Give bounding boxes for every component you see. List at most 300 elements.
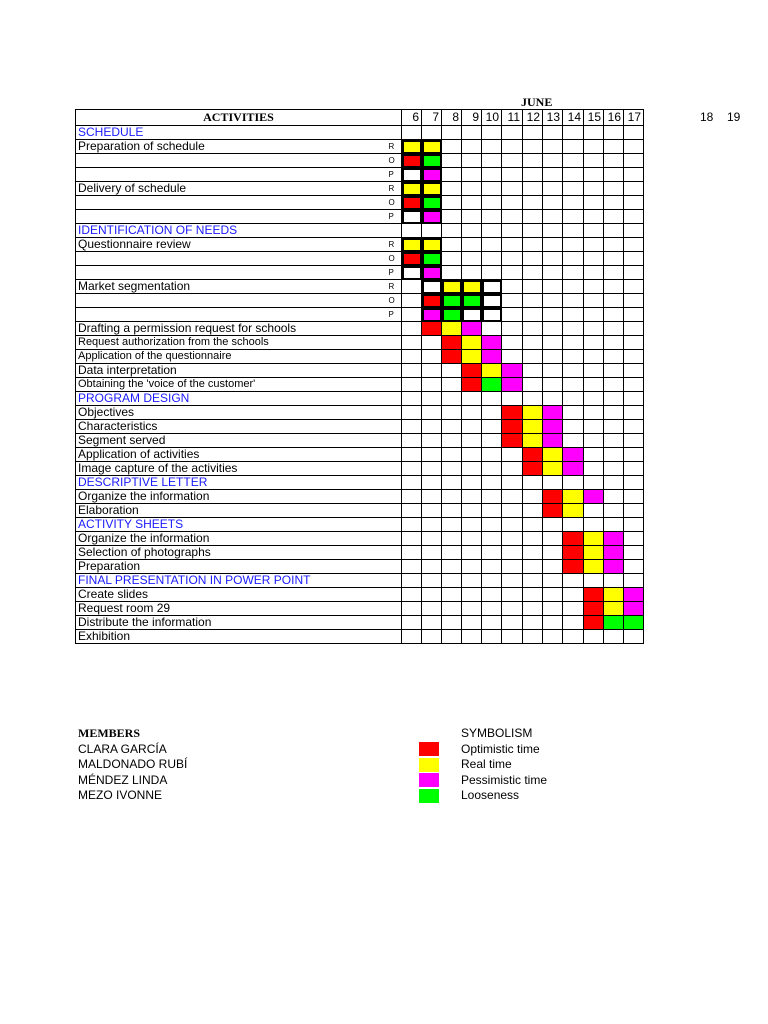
day-cell <box>442 196 462 210</box>
day-cell <box>502 630 523 644</box>
members-section <box>78 726 187 804</box>
activity-label: Organize the information <box>76 532 385 546</box>
day-cell <box>442 252 462 266</box>
day-cell <box>462 448 482 462</box>
day-cell <box>624 140 644 154</box>
rop-marker <box>385 588 402 602</box>
day-cell <box>604 490 624 504</box>
rop-marker: O <box>385 154 402 168</box>
day-cell <box>422 406 442 420</box>
task-row <box>76 504 685 518</box>
day-cell <box>624 196 644 210</box>
day-cell <box>482 196 502 210</box>
day-cell <box>442 280 462 294</box>
day-cell <box>604 154 624 168</box>
day-cell <box>482 616 502 630</box>
day-cell <box>402 546 422 560</box>
section-label: DESCRIPTIVE LETTER <box>76 476 385 490</box>
symbolism-legend <box>419 726 547 804</box>
day-cell <box>584 546 604 560</box>
day-cell <box>624 322 644 336</box>
day-cell <box>543 308 563 322</box>
member-name: MÉNDEZ LINDA <box>78 772 168 787</box>
activity-label: Application of activities <box>76 448 385 462</box>
day-cell <box>584 350 604 364</box>
task-row <box>76 602 685 616</box>
activity-label <box>76 168 385 182</box>
rop-marker <box>385 350 402 364</box>
rop-marker <box>385 378 402 392</box>
day-cell <box>584 322 604 336</box>
task-row <box>76 294 685 308</box>
day-cell <box>502 252 523 266</box>
day-cell <box>604 308 624 322</box>
day-cell <box>502 462 523 476</box>
day-cell <box>482 350 502 364</box>
day-cell <box>563 574 584 588</box>
rop-marker <box>385 336 402 350</box>
day-cell <box>442 378 462 392</box>
header-row <box>76 110 685 126</box>
day-cell <box>563 252 584 266</box>
section-label: ACTIVITY SHEETS <box>76 518 385 532</box>
day-cell <box>604 532 624 546</box>
day-cell <box>462 490 482 504</box>
day-cell <box>604 630 624 644</box>
day-cell <box>563 168 584 182</box>
day-cell <box>563 532 584 546</box>
gantt-table <box>75 109 685 644</box>
day-cell <box>624 546 644 560</box>
day-cell <box>482 266 502 280</box>
activity-label: Exhibition <box>76 630 385 644</box>
activity-label: Segment served <box>76 434 385 448</box>
day-cell <box>523 126 543 140</box>
day-cell <box>604 126 624 140</box>
day-cell <box>482 574 502 588</box>
member-name: MALDONADO RUBÍ <box>78 757 188 771</box>
day-cell <box>462 266 482 280</box>
day-cell <box>502 574 523 588</box>
day-cell <box>482 490 502 504</box>
day-cell <box>563 224 584 238</box>
day-cell <box>402 224 422 238</box>
day-cell <box>523 336 543 350</box>
day-cell <box>402 350 422 364</box>
day-cell <box>563 350 584 364</box>
day-cell <box>442 238 462 252</box>
day-cell <box>422 140 442 154</box>
activity-label <box>76 266 385 280</box>
day-cell <box>422 560 442 574</box>
day-cell <box>604 196 624 210</box>
day-cell <box>604 406 624 420</box>
rop-marker <box>385 518 402 532</box>
section-label: IDENTIFICATION OF NEEDS <box>76 224 385 238</box>
rop-marker: O <box>385 196 402 210</box>
day-cell <box>563 588 584 602</box>
day-header: 9 <box>462 110 482 126</box>
day-cell <box>563 518 584 532</box>
day-cell <box>482 364 502 378</box>
day-cell <box>543 364 563 378</box>
day-cell <box>442 168 462 182</box>
day-cell <box>402 378 422 392</box>
activity-label: Request authorization from the schools <box>76 336 385 350</box>
day-cell <box>523 462 543 476</box>
activity-label: Create slides <box>76 588 385 602</box>
day-cell <box>482 378 502 392</box>
day-cell <box>604 168 624 182</box>
activity-label <box>76 196 385 210</box>
day-cell <box>402 196 422 210</box>
day-cell <box>502 504 523 518</box>
day-cell <box>442 224 462 238</box>
day-cell <box>604 518 624 532</box>
day-cell <box>402 476 422 490</box>
day-cell <box>624 392 644 406</box>
day-cell <box>563 616 584 630</box>
task-row <box>76 140 685 154</box>
day-cell <box>462 252 482 266</box>
day-cell <box>523 588 543 602</box>
day-header-extra: 19 <box>727 110 741 124</box>
day-cell <box>584 238 604 252</box>
task-row <box>76 322 685 336</box>
activity-label: Application of the questionnaire <box>76 350 385 364</box>
activity-label: Elaboration <box>76 504 385 518</box>
day-cell <box>563 294 584 308</box>
activity-label: Market segmentation <box>76 280 385 294</box>
activity-label: Preparation <box>76 560 385 574</box>
day-cell <box>422 462 442 476</box>
legend-item <box>419 773 547 789</box>
day-cell <box>604 546 624 560</box>
day-cell <box>462 406 482 420</box>
rop-marker <box>385 532 402 546</box>
day-cell <box>624 616 644 630</box>
activity-label <box>76 252 385 266</box>
day-cell <box>422 294 442 308</box>
day-cell <box>624 518 644 532</box>
day-cell <box>523 490 543 504</box>
day-cell <box>402 518 422 532</box>
day-cell <box>604 140 624 154</box>
day-cell <box>422 392 442 406</box>
day-cell <box>482 140 502 154</box>
day-cell <box>422 532 442 546</box>
day-cell <box>584 140 604 154</box>
rop-marker: R <box>385 140 402 154</box>
day-cell <box>482 308 502 322</box>
day-cell <box>442 322 462 336</box>
day-cell <box>462 182 482 196</box>
day-cell <box>462 238 482 252</box>
rop-marker <box>385 224 402 238</box>
day-cell <box>502 560 523 574</box>
day-cell <box>543 126 563 140</box>
day-cell <box>502 392 523 406</box>
day-cell <box>422 448 442 462</box>
day-cell <box>402 616 422 630</box>
activity-label: Characteristics <box>76 420 385 434</box>
day-cell <box>584 336 604 350</box>
day-cell <box>422 308 442 322</box>
task-row <box>76 196 685 210</box>
day-cell <box>543 504 563 518</box>
day-cell <box>523 224 543 238</box>
day-cell <box>624 154 644 168</box>
day-cell <box>543 406 563 420</box>
day-cell <box>502 420 523 434</box>
day-cell <box>523 196 543 210</box>
day-cell <box>543 322 563 336</box>
day-cell <box>482 224 502 238</box>
legend-item <box>419 757 547 773</box>
section-label: FINAL PRESENTATION IN POWER POINT <box>76 574 385 588</box>
rop-marker: P <box>385 210 402 224</box>
day-header: 13 <box>543 110 563 126</box>
day-cell <box>624 420 644 434</box>
day-cell <box>422 280 442 294</box>
day-cell <box>422 574 442 588</box>
month-label: JUNE <box>521 95 553 109</box>
day-cell <box>563 490 584 504</box>
task-row <box>76 406 685 420</box>
day-cell <box>422 224 442 238</box>
day-cell <box>482 252 502 266</box>
day-cell <box>543 434 563 448</box>
day-cell <box>624 350 644 364</box>
task-row <box>76 266 685 280</box>
day-cell <box>402 210 422 224</box>
day-header: 6 <box>402 110 422 126</box>
day-cell <box>523 168 543 182</box>
day-cell <box>402 336 422 350</box>
activity-label: Distribute the information <box>76 616 385 630</box>
day-cell <box>624 266 644 280</box>
day-cell <box>563 630 584 644</box>
day-cell <box>402 364 422 378</box>
day-cell <box>502 168 523 182</box>
day-cell <box>584 210 604 224</box>
activity-label: Delivery of schedule <box>76 182 385 196</box>
day-cell <box>523 280 543 294</box>
legend-label: Pessimistic time <box>461 772 548 787</box>
day-cell <box>563 448 584 462</box>
day-cell <box>543 210 563 224</box>
day-cell <box>422 182 442 196</box>
day-cell <box>584 476 604 490</box>
day-cell <box>422 630 442 644</box>
section-label: SCHEDULE <box>76 126 385 140</box>
task-row <box>76 364 685 378</box>
day-cell <box>462 350 482 364</box>
day-cell <box>502 210 523 224</box>
day-cell <box>604 252 624 266</box>
day-cell <box>422 476 442 490</box>
day-cell <box>543 602 563 616</box>
day-cell <box>584 224 604 238</box>
day-cell <box>604 588 624 602</box>
day-cell <box>442 434 462 448</box>
day-cell <box>624 560 644 574</box>
day-cell <box>563 378 584 392</box>
day-cell <box>462 574 482 588</box>
day-cell <box>604 462 624 476</box>
day-cell <box>482 560 502 574</box>
day-cell <box>442 210 462 224</box>
day-cell <box>402 602 422 616</box>
legend-label: Real time <box>461 757 512 771</box>
day-cell <box>523 504 543 518</box>
day-cell <box>624 532 644 546</box>
activity-label <box>76 308 385 322</box>
day-cell <box>604 322 624 336</box>
day-cell <box>462 616 482 630</box>
day-cell <box>523 448 543 462</box>
day-cell <box>523 210 543 224</box>
task-row <box>76 378 685 392</box>
rop-marker: P <box>385 266 402 280</box>
day-cell <box>402 238 422 252</box>
day-cell <box>624 448 644 462</box>
day-cell <box>462 140 482 154</box>
day-cell <box>462 630 482 644</box>
day-cell <box>584 616 604 630</box>
day-cell <box>604 266 624 280</box>
legend-item <box>419 788 547 804</box>
day-cell <box>563 336 584 350</box>
day-cell <box>502 294 523 308</box>
day-cell <box>502 182 523 196</box>
day-cell <box>624 168 644 182</box>
day-cell <box>523 294 543 308</box>
task-row <box>76 588 685 602</box>
day-cell <box>584 490 604 504</box>
day-cell <box>604 210 624 224</box>
section-row <box>76 574 685 588</box>
day-header: 17 <box>624 110 644 126</box>
day-cell <box>442 308 462 322</box>
day-cell <box>563 546 584 560</box>
day-cell <box>442 518 462 532</box>
day-cell <box>584 392 604 406</box>
day-cell <box>624 280 644 294</box>
rop-marker <box>385 630 402 644</box>
day-cell <box>502 476 523 490</box>
day-cell <box>502 546 523 560</box>
day-cell <box>422 154 442 168</box>
day-cell <box>543 140 563 154</box>
day-cell <box>442 448 462 462</box>
activities-header: ACTIVITIES <box>76 110 402 126</box>
day-cell <box>462 504 482 518</box>
day-cell <box>402 504 422 518</box>
day-cell <box>482 448 502 462</box>
day-cell <box>422 238 442 252</box>
task-row <box>76 168 685 182</box>
day-cell <box>402 406 422 420</box>
day-cell <box>543 350 563 364</box>
day-cell <box>502 616 523 630</box>
day-cell <box>584 532 604 546</box>
day-cell <box>523 630 543 644</box>
day-cell <box>482 434 502 448</box>
rop-marker: R <box>385 280 402 294</box>
day-cell <box>502 308 523 322</box>
day-cell <box>402 294 422 308</box>
activity-label: Drafting a permission request for schools <box>76 322 385 336</box>
day-cell <box>624 126 644 140</box>
day-cell <box>584 364 604 378</box>
day-cell <box>462 308 482 322</box>
day-cell <box>402 308 422 322</box>
day-cell <box>543 168 563 182</box>
day-cell <box>442 560 462 574</box>
task-row <box>76 336 685 350</box>
task-row <box>76 182 685 196</box>
day-cell <box>563 406 584 420</box>
rop-marker <box>385 476 402 490</box>
day-header: 7 <box>422 110 442 126</box>
day-cell <box>422 588 442 602</box>
day-cell <box>482 168 502 182</box>
day-cell <box>402 560 422 574</box>
day-cell <box>422 350 442 364</box>
day-cell <box>563 462 584 476</box>
day-cell <box>502 224 523 238</box>
day-cell <box>523 308 543 322</box>
day-cell <box>442 574 462 588</box>
day-cell <box>502 602 523 616</box>
rop-marker <box>385 434 402 448</box>
day-cell <box>422 546 442 560</box>
day-cell <box>624 182 644 196</box>
day-cell <box>543 378 563 392</box>
day-cell <box>563 238 584 252</box>
day-cell <box>543 252 563 266</box>
rop-marker <box>385 490 402 504</box>
task-row <box>76 350 685 364</box>
day-cell <box>543 224 563 238</box>
day-cell <box>462 420 482 434</box>
day-cell <box>563 322 584 336</box>
task-row <box>76 560 685 574</box>
day-cell <box>563 364 584 378</box>
day-cell <box>462 294 482 308</box>
task-row <box>76 154 685 168</box>
day-cell <box>604 448 624 462</box>
rop-marker: R <box>385 182 402 196</box>
day-cell <box>624 224 644 238</box>
day-cell <box>482 420 502 434</box>
day-cell <box>584 560 604 574</box>
activity-label <box>76 210 385 224</box>
day-cell <box>523 532 543 546</box>
task-row <box>76 462 685 476</box>
task-row <box>76 532 685 546</box>
day-cell <box>563 476 584 490</box>
day-cell <box>584 294 604 308</box>
day-cell <box>462 196 482 210</box>
day-cell <box>543 560 563 574</box>
day-cell <box>462 602 482 616</box>
day-cell <box>523 406 543 420</box>
day-cell <box>563 210 584 224</box>
day-cell <box>482 280 502 294</box>
task-row <box>76 546 685 560</box>
